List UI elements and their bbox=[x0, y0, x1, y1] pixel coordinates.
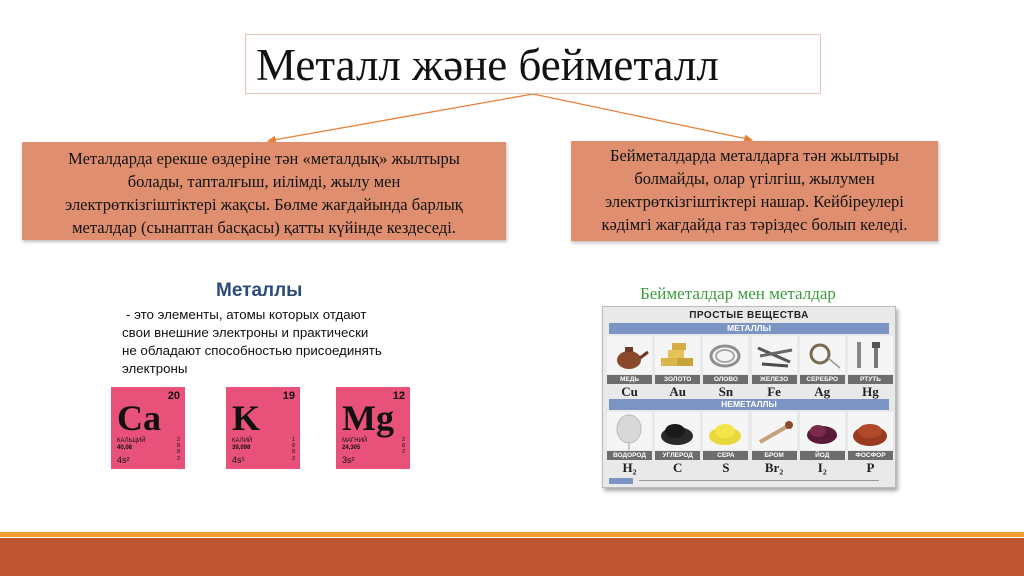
gold-bars-icon bbox=[655, 336, 700, 374]
shell-count: 8 bbox=[401, 443, 405, 450]
element-tile-potassium bbox=[226, 387, 300, 469]
substance-carbon bbox=[655, 412, 700, 478]
hydrogen-balloon-icon bbox=[607, 412, 652, 450]
element-symbol: Ca bbox=[117, 398, 161, 438]
element-name: МАГНИЙ bbox=[342, 438, 368, 444]
electron-config: 4s¹ bbox=[232, 455, 245, 465]
substance-label: БРОМ bbox=[752, 451, 797, 460]
element-symbol: K bbox=[232, 398, 261, 438]
shell-count: 2 bbox=[176, 455, 180, 462]
shell-count: 2 bbox=[401, 437, 405, 443]
copper-kettle-icon bbox=[607, 336, 652, 374]
metals-band: МЕТАЛЛЫ bbox=[609, 323, 889, 334]
electron-shells bbox=[292, 437, 295, 462]
nonmetals-description-line: Бейметалдарда металдарға тән жылтыры bbox=[609, 146, 899, 165]
shell-count: 8 bbox=[176, 449, 180, 456]
substance-formula: P bbox=[866, 460, 875, 475]
substance-formula: Cu bbox=[621, 384, 638, 399]
substance-formula: Fe bbox=[767, 384, 781, 399]
substance-label: ВОДОРОД bbox=[607, 451, 652, 460]
shell-count: 1 bbox=[291, 437, 295, 443]
sulfur-powder-icon bbox=[703, 412, 748, 450]
metals-row bbox=[607, 336, 893, 402]
substance-label: ОЛОВО bbox=[703, 375, 748, 384]
substance-bromine bbox=[752, 412, 797, 478]
substance-label: УГЛЕРОД bbox=[655, 451, 700, 460]
simple-substances-poster bbox=[602, 306, 896, 488]
nonmetals-description-card bbox=[571, 141, 938, 241]
carbon-powder-icon bbox=[655, 412, 700, 450]
nonmetals-description-line: кәдімгі жағдайда газ тәріздес болып келеді. bbox=[601, 215, 908, 234]
substance-formula: C bbox=[672, 460, 683, 475]
substance-label: РТУТЬ bbox=[848, 375, 893, 384]
nonmetals-description-line: болмайды, олар үгілгіш, жылумен bbox=[634, 169, 875, 188]
substance-phosphorus bbox=[848, 412, 893, 478]
metals-description-line: электрөткізгіштіктері жақсы. Бөлме жағдайында барлық bbox=[65, 195, 463, 214]
metals-description-card bbox=[22, 142, 506, 240]
substance-label: СЕРА bbox=[703, 451, 748, 460]
silver-ring-icon bbox=[800, 336, 845, 374]
substance-formula: Au bbox=[669, 384, 686, 399]
metals-definition-line: электроны bbox=[122, 361, 188, 376]
metals-description-line: Металдарда ерекше өздеріне тән «металдық» жылтыры bbox=[68, 149, 460, 168]
substance-hydrogen bbox=[607, 412, 652, 478]
substance-sulfur bbox=[703, 412, 748, 478]
substance-formula: Br₂ bbox=[764, 460, 784, 475]
metals-description-line: металдар (сынаптан басқасы) қатты күйінде кездеседі. bbox=[72, 218, 456, 237]
substance-mercury bbox=[848, 336, 893, 402]
substance-formula: Sn bbox=[718, 384, 734, 399]
nonmetals-heading: Бейметалдар мен металдар bbox=[640, 284, 836, 303]
substance-gold bbox=[655, 336, 700, 402]
electron-config: 4s² bbox=[117, 455, 130, 465]
poster-footer-line bbox=[639, 480, 879, 481]
substance-label: СЕРЕБРО bbox=[800, 375, 845, 384]
electron-config: 3s² bbox=[342, 455, 355, 465]
mercury-thermometer-icon bbox=[848, 336, 893, 374]
nonmetals-row bbox=[607, 412, 893, 478]
iodine-crystals-icon bbox=[800, 412, 845, 450]
element-tile-magnesium bbox=[336, 387, 410, 469]
substance-label: ЗОЛОТО bbox=[655, 375, 700, 384]
substance-formula: Hg bbox=[862, 384, 879, 399]
substance-tin bbox=[703, 336, 748, 402]
substance-silver bbox=[800, 336, 845, 402]
substance-label: ЙОД bbox=[800, 451, 845, 460]
substance-label: МЕДЬ bbox=[607, 375, 652, 384]
substance-iron bbox=[752, 336, 797, 402]
atomic-mass: 24,305 bbox=[342, 445, 361, 451]
poster-footer bbox=[609, 478, 889, 484]
substance-formula: S bbox=[722, 460, 730, 475]
atomic-number: 20 bbox=[167, 390, 180, 402]
poster-footer-tag bbox=[609, 478, 633, 484]
nonmetals-band: НЕМЕТАЛЛЫ bbox=[609, 399, 889, 410]
footer-accent-bar bbox=[0, 532, 1024, 537]
atomic-number: 12 bbox=[392, 390, 405, 402]
poster-heading: ПРОСТЫЕ ВЕЩЕСТВА bbox=[689, 310, 809, 321]
slide-title: Металл және бейметалл bbox=[256, 40, 719, 90]
iron-nails-icon bbox=[752, 336, 797, 374]
shell-count: 8 bbox=[291, 449, 295, 456]
element-name: КАЛЬЦИЙ bbox=[117, 438, 146, 444]
substance-formula: I₂ bbox=[817, 460, 827, 475]
arrow-to-left-card bbox=[268, 94, 533, 141]
arrow-to-right-card bbox=[533, 94, 752, 140]
electron-shells bbox=[402, 437, 405, 456]
substance-formula: Ag bbox=[814, 384, 831, 399]
atomic-mass: 40,08 bbox=[117, 445, 133, 451]
atomic-mass: 39,098 bbox=[232, 445, 251, 451]
element-name: КАЛИЙ bbox=[232, 438, 253, 444]
substance-iodine bbox=[800, 412, 845, 478]
footer-bar bbox=[0, 538, 1024, 576]
substance-label: ЖЕЛЕЗО bbox=[752, 375, 797, 384]
tin-wire-icon bbox=[703, 336, 748, 374]
element-symbol: Mg bbox=[342, 398, 394, 438]
substance-label: ФОСФОР bbox=[848, 451, 893, 460]
shell-count: 2 bbox=[176, 437, 180, 443]
metals-definition bbox=[122, 306, 452, 378]
metals-heading: Металлы bbox=[216, 280, 303, 301]
substance-copper bbox=[607, 336, 652, 402]
shell-count: 8 bbox=[291, 443, 295, 450]
metals-definition-line: не обладают способностью присоединять bbox=[122, 343, 382, 358]
shell-count: 2 bbox=[401, 449, 405, 456]
phosphorus-powder-icon bbox=[848, 412, 893, 450]
substance-formula: H₂ bbox=[622, 460, 637, 475]
bromine-ampoule-icon bbox=[752, 412, 797, 450]
shell-count: 2 bbox=[291, 455, 295, 462]
shell-count: 8 bbox=[176, 443, 180, 450]
metals-definition-line: - это элементы, атомы которых отдают bbox=[126, 307, 367, 322]
title-box bbox=[245, 34, 821, 94]
nonmetals-description-line: электрөткізгіштіктері нашар. Кейбіреулері bbox=[605, 192, 904, 211]
electron-shells bbox=[177, 437, 180, 462]
metals-description-line: болады, тапталғыш, иілімді, жылу мен bbox=[127, 172, 401, 191]
metals-definition-line: свои внешние электроны и практически bbox=[122, 325, 369, 340]
element-tile-calcium bbox=[111, 387, 185, 469]
atomic-number: 19 bbox=[282, 390, 295, 402]
